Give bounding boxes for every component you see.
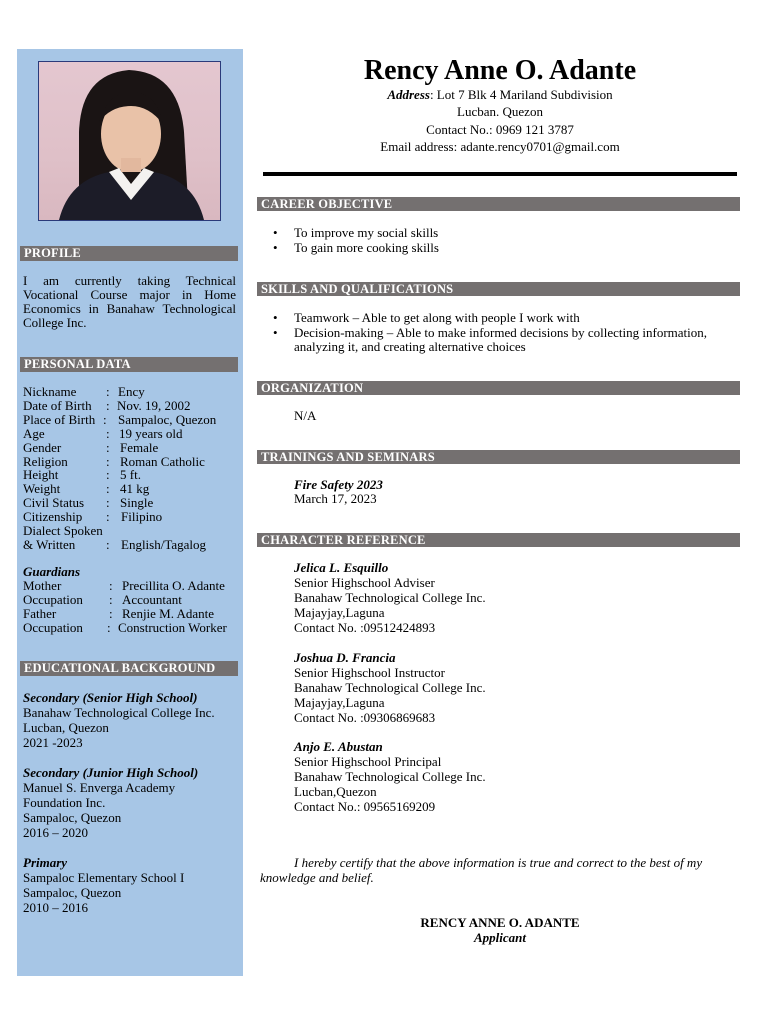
personal-data-label: Date of Birth	[23, 397, 92, 413]
dialect-label: Dialect Spoken	[23, 523, 103, 538]
reference-detail: Banahaw Technological College Inc.	[294, 769, 486, 784]
personal-data-value: Sampaloc, Quezon	[118, 411, 217, 427]
guardian-separator: :	[109, 578, 113, 593]
personal-data-value: Roman Catholic	[120, 453, 205, 469]
personal-data-label: Weight	[23, 481, 61, 497]
reference-detail: Lucban,Quezon	[294, 784, 377, 799]
address-label: Address	[387, 87, 430, 102]
reference-detail: Senior Highschool Instructor	[294, 665, 445, 680]
personal-data-value: Filipino	[121, 509, 163, 525]
guardian-value: Precillita O. Adante	[122, 578, 225, 593]
personal-data-label: Civil Status	[23, 495, 85, 511]
address-line-2: Lucban. Quezon	[457, 104, 543, 119]
person-portrait-icon	[39, 62, 220, 220]
education-detail: Banahaw Technological College Inc.	[23, 705, 215, 720]
education-detail: Foundation Inc.	[23, 795, 106, 810]
personal-data-heading: PERSONAL DATA	[20, 357, 238, 372]
personal-data-value: Female	[120, 439, 159, 455]
reference-detail: Contact No. :09512424893	[294, 620, 436, 635]
character-reference-heading: CHARACTER REFERENCE	[257, 533, 740, 547]
skills-heading: SKILLS AND QUALIFICATIONS	[257, 282, 740, 296]
education-detail: Manuel S. Enverga Academy	[23, 780, 176, 795]
education-level: Primary	[23, 855, 68, 870]
education-detail: 2010 – 2016	[23, 900, 88, 915]
organization-heading: ORGANIZATION	[257, 381, 740, 395]
personal-data-value: 5 ft.	[120, 467, 141, 483]
dialect-value: English/Tagalog	[121, 537, 207, 552]
skill-item-continued: analyzing it, and creating alternative choices	[294, 339, 526, 354]
education-detail: 2016 – 2020	[23, 825, 88, 840]
guardian-label: Mother	[23, 578, 62, 593]
guardian-value: Accountant	[122, 591, 182, 607]
guardian-label: Father	[23, 605, 57, 621]
reference-name: Jelica L. Esquillo	[294, 560, 389, 575]
guardian-separator: :	[107, 619, 111, 635]
education-detail: Sampaloc, Quezon	[23, 885, 122, 900]
personal-data-separator: :	[106, 397, 110, 413]
address-value: : Lot 7 Blk 4 Mariland Subdivision	[429, 87, 613, 102]
reference-detail: Majayjay,Laguna	[294, 695, 385, 710]
reference-detail: Banahaw Technological College Inc.	[294, 680, 486, 695]
skill-item: • Teamwork – Able to get along with people I work with	[273, 310, 580, 325]
personal-data-separator: :	[106, 425, 110, 441]
applicant-name: Rency Anne O. Adante	[363, 55, 637, 86]
personal-data-separator: :	[106, 453, 110, 469]
guardians-heading: Guardians	[23, 564, 81, 579]
personal-data-label: Religion	[23, 453, 68, 469]
signature-role: Applicant	[473, 930, 526, 945]
objective-item: • To gain more cooking skills	[273, 240, 439, 255]
personal-data-label: Gender	[23, 439, 62, 455]
personal-data-label: Height	[23, 467, 59, 483]
address-line	[260, 86, 740, 103]
personal-data-label: Nickname	[23, 384, 77, 399]
certification-text: I hereby certify that the above information is true and correct to the best of my	[294, 855, 703, 870]
contact-number: Contact No.: 0969 121 3787	[426, 122, 574, 137]
reference-detail: Senior Highschool Principal	[294, 754, 442, 769]
training-date: March 17, 2023	[294, 491, 377, 506]
guardian-label: Occupation	[23, 619, 83, 635]
personal-data-value: Nov. 19, 2002	[117, 397, 191, 413]
profile-heading: PROFILE	[20, 246, 238, 261]
training-name: Fire Safety 2023	[294, 477, 383, 492]
guardian-label: Occupation	[23, 591, 83, 607]
personal-data-separator: :	[106, 467, 110, 483]
header-divider	[263, 172, 737, 176]
dialect-label-2: & Written	[23, 537, 76, 552]
education-detail: 2021 -2023	[23, 735, 83, 750]
profile-photo	[38, 61, 221, 221]
personal-data-separator: :	[106, 439, 110, 455]
personal-data-separator: :	[106, 495, 110, 511]
education-detail: Lucban, Quezon	[23, 720, 109, 735]
personal-data-separator: :	[103, 411, 107, 427]
skill-item: • Decision-making – Able to make informed decisions by collecting information,	[273, 325, 708, 340]
dialect-sep: :	[106, 537, 110, 552]
reference-detail: Senior Highschool Adviser	[294, 575, 435, 590]
education-heading: EDUCATIONAL BACKGROUND	[20, 661, 238, 676]
trainings-heading: TRAININGS AND SEMINARS	[257, 450, 740, 464]
personal-data-label: Place of Birth	[23, 411, 96, 427]
education-level: Secondary (Junior High School)	[23, 765, 199, 780]
education-level: Secondary (Senior High School)	[23, 690, 198, 705]
guardian-separator: :	[109, 605, 113, 621]
guardian-value: Construction Worker	[118, 619, 227, 635]
personal-data-separator: :	[106, 384, 110, 399]
personal-data-label: Citizenship	[23, 509, 83, 525]
organization-value: N/A	[294, 408, 317, 423]
reference-detail: Contact No.: 09565169209	[294, 799, 436, 814]
personal-data-value: Ency	[118, 384, 145, 399]
profile-text: I am currently taking Technical Vocational Course major in Home Economics in Banahaw Technological College Inc.	[23, 273, 236, 330]
personal-data-separator: :	[106, 481, 110, 497]
guardian-separator: :	[109, 591, 113, 607]
signature-name: RENCY ANNE O. ADANTE	[420, 915, 580, 930]
reference-detail: Banahaw Technological College Inc.	[294, 590, 486, 605]
reference-detail: Majayjay,Laguna	[294, 605, 385, 620]
education-detail: Sampaloc Elementary School I	[23, 870, 185, 885]
personal-data-separator: :	[106, 509, 110, 525]
reference-name: Joshua D. Francia	[294, 650, 396, 665]
education-detail: Sampaloc, Quezon	[23, 810, 122, 825]
reference-name: Anjo E. Abustan	[294, 739, 383, 754]
career-objective-heading: CAREER OBJECTIVE	[257, 197, 740, 211]
reference-detail: Contact No. :09306869683	[294, 710, 436, 725]
personal-data-label: Age	[23, 425, 45, 441]
personal-data-value: 19 years old	[119, 425, 183, 441]
personal-data-value: Single	[120, 495, 154, 511]
objective-item: • To improve my social skills	[273, 225, 439, 240]
email-address: Email address: adante.rency0701@gmail.com	[380, 139, 620, 154]
personal-data-value: 41 kg	[120, 481, 150, 497]
guardian-value: Renjie M. Adante	[122, 605, 215, 621]
certification-text-2: knowledge and belief.	[260, 870, 374, 885]
